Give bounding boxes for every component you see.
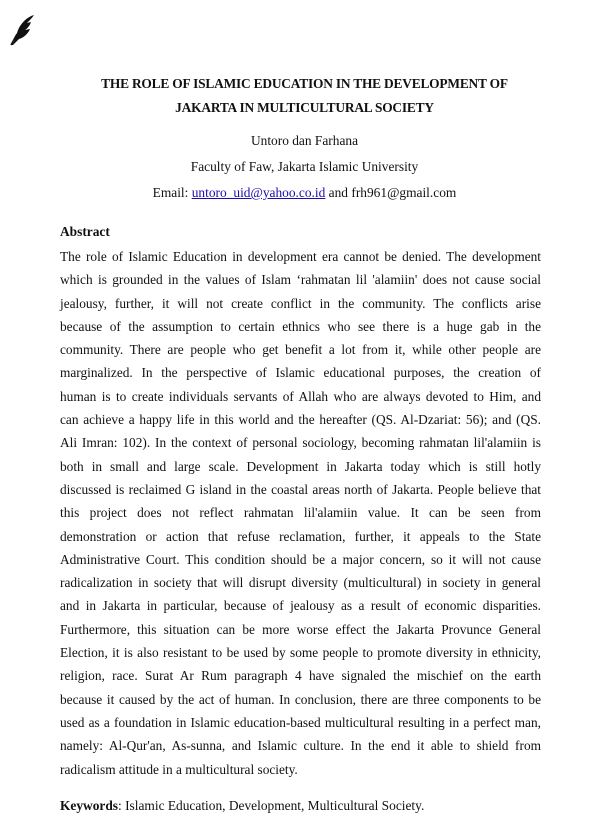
paper-title xyxy=(40,72,569,120)
abstract-line: marginalized. In the perspective of Islamic educational purposes, the creation of xyxy=(60,365,541,381)
abstract-heading: Abstract xyxy=(60,224,110,239)
email-label: Email: xyxy=(152,185,189,200)
abstract-line: can achieve a happy life in this world and the hereafter (QS. Al-Dzariat: 56); and (QS. xyxy=(60,412,541,428)
abstract-line: community. There are people who get benefit a lot from it, while other people are xyxy=(60,342,541,358)
keywords-text: : Islamic Education, Development, Multicultural Society. xyxy=(118,798,425,813)
abstract-line: which is grounded in the values of Islam ‘rahmatan lil 'alamiin' does not cause social xyxy=(60,272,541,288)
abstract-line: jealousy, further, it will not create conflict in the community. The conflicts arise xyxy=(60,295,541,311)
abstract-line: Administrative Court. This condition should be a major concern, so it will not cause xyxy=(60,551,541,567)
title-line-2: JAKARTA IN MULTICULTURAL SOCIETY xyxy=(175,100,434,115)
abstract-body xyxy=(60,245,541,781)
abstract-line: radicalization in society that will disrupt diversity (multicultural) in society in general xyxy=(60,575,541,591)
affiliation: Faculty of Faw, Jakarta Islamic University xyxy=(190,159,419,174)
email-joiner: and xyxy=(328,185,349,200)
author-names: Untoro dan Farhana xyxy=(250,133,359,148)
abstract-line: Ali Imran: 102). In the context of personal sociology, becoming rahmatan lil'alamiin is xyxy=(60,435,541,451)
abstract-line: both in small and large scale. Development in Jakarta today which is still hotly xyxy=(60,458,541,474)
abstract-line: Election, it is also resistant to be used by some people to promote diversity in ethnicity, xyxy=(60,645,541,661)
abstract-line: Furthermore, this situation can be more worse effect the Jakarta Provunce General xyxy=(60,621,541,637)
email-line xyxy=(40,180,569,206)
abstract-line: namely: Al-Qur'an, As-sunna, and Islamic culture. In the end it able to shield from xyxy=(60,738,541,754)
abstract-line: discussed is reclaimed G island in the coastal areas north of Jakarta. People believe that xyxy=(60,481,541,497)
quill-logo-icon xyxy=(10,14,36,46)
abstract-line: religion, race. Surat Ar Rum paragraph 4 have signaled the mischief on the earth xyxy=(60,668,541,684)
abstract-line: used as a foundation in Islamic education-based multicultural resulting in a perfect man, xyxy=(60,714,541,730)
abstract-line: human is to create individuals servants of Allah who are always devoted to Him, and xyxy=(60,388,541,404)
abstract-line: radicalism attitude in a multicultural society. xyxy=(60,761,298,777)
abstract-line: and in Jakarta in particular, because of jealousy as a result of economic disparities. xyxy=(60,598,541,614)
keywords-label: Keywords xyxy=(60,798,119,813)
abstract-line: because of the assumption to certain ethnics who see there is a huge gab in the xyxy=(60,318,541,334)
email-link-1[interactable]: untoro_uid@yahoo.co.id xyxy=(191,185,326,200)
abstract-line: because it caused by the act of human. In conclusion, there are three components to be xyxy=(60,691,541,707)
author-block xyxy=(40,128,569,206)
title-line-1: THE ROLE OF ISLAMIC EDUCATION IN THE DEVELOPMENT OF xyxy=(101,76,508,91)
abstract-line: demonstration or action that refuse reclamation, further, it appeals to the State xyxy=(60,528,541,544)
abstract-line: The role of Islamic Education in development era cannot be denied. The development xyxy=(60,249,541,264)
abstract-line: this project does not reflect rahmatan lil'alamiin value. It can be seen from xyxy=(60,505,541,521)
keywords-line xyxy=(60,796,424,816)
email-2: frh961@gmail.com xyxy=(351,185,457,200)
